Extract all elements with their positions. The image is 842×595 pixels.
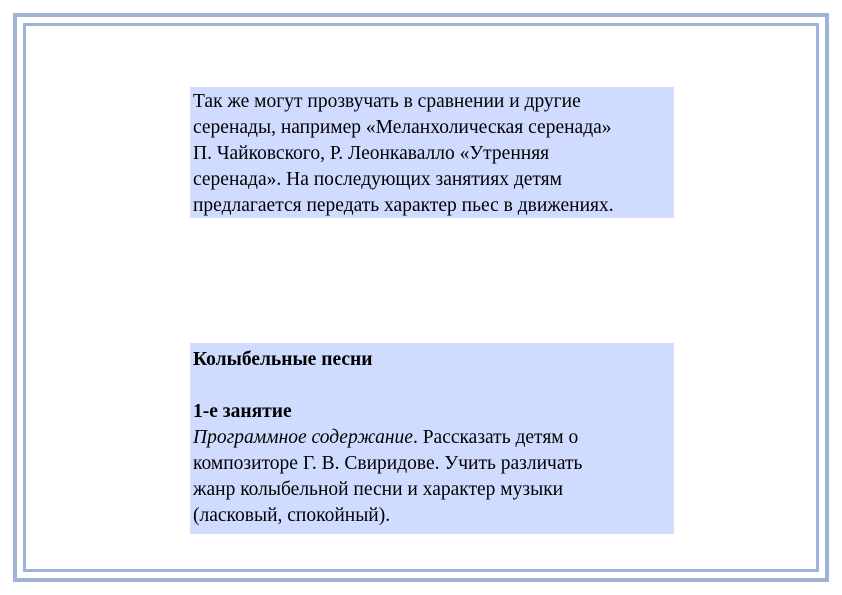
section-heading: Колыбельные песни <box>193 349 373 370</box>
lesson-title: 1-е занятие <box>193 401 292 422</box>
text-line: Так же могут прозвучать в сравнении и другие <box>193 91 581 112</box>
text-line: серенады, например «Меланхолическая серенада» <box>193 117 612 138</box>
program-content-text: . Рассказать детям о <box>412 427 579 448</box>
text-line: (ласковый, спокойный). <box>193 505 391 526</box>
text-line: предлагается передать характер пьес в движениях. <box>193 195 614 216</box>
text-line: П. Чайковского, Р. Леонкавалло «Утренняя <box>193 143 550 164</box>
program-content-label: Программное содержание <box>193 427 413 448</box>
text-line: серенада». На последующих занятиях детям <box>193 169 562 190</box>
program-content-line <box>193 425 671 451</box>
lullabies-text-block <box>190 343 674 534</box>
serenades-text-block <box>190 87 674 218</box>
text-line: жанр колыбельной песни и характер музыки <box>193 479 564 500</box>
blank-line <box>193 373 671 399</box>
text-line: композиторе Г. В. Свиридове. Учить различать <box>193 453 583 474</box>
